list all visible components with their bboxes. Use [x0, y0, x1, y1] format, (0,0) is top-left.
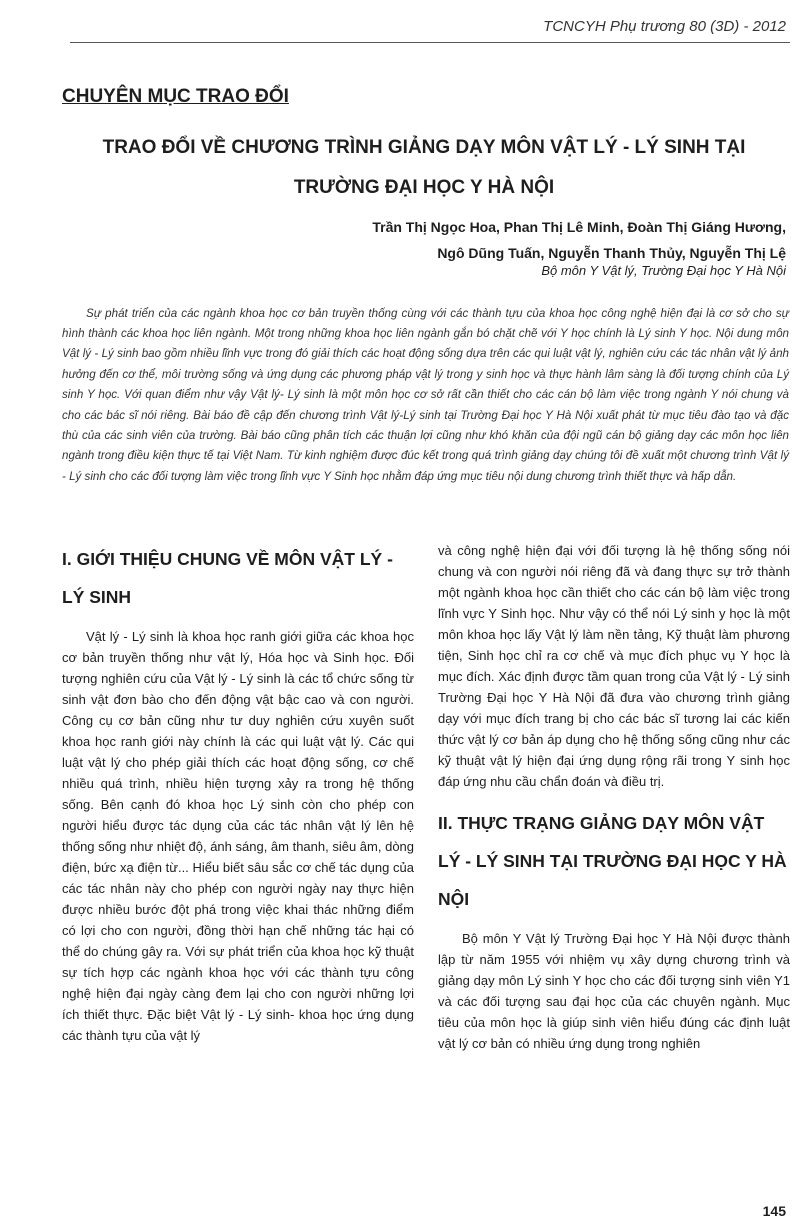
header-rule: [70, 42, 790, 43]
section-1-heading: I. GIỚI THIỆU CHUNG VỀ MÔN VẬT LÝ - LÝ SINH: [62, 549, 393, 607]
authors-line-2: Ngô Dũng Tuấn, Nguyễn Thanh Thủy, Nguyễn Thị Lệ: [437, 245, 786, 261]
authors-line-1: Trần Thị Ngọc Hoa, Phan Thị Lê Minh, Đoàn Thị Giáng Hương,: [372, 219, 786, 235]
section-2-heading: II. THỰC TRẠNG GIẢNG DẠY MÔN VẬT LÝ - LÝ SINH TẠI TRƯỜNG ĐẠI HỌC Y HÀ NỘI: [438, 813, 787, 909]
left-column: [62, 540, 414, 1046]
right-column: [438, 540, 790, 1054]
journal-header: TCNCYH Phụ trương 80 (3D) - 2012: [543, 18, 786, 35]
page-number: 145: [762, 1203, 786, 1219]
section-1-continuation: và công nghệ hiện đại với đối tượng là hệ thống sống nói chung và con người nói riêng đã và đang thực sự trở thành một ngành khoa học cần thiết cho các cán bộ làm việc trong lĩnh vực Y Sinh học. Như vậy có thể nói Lý sinh y học là một môn khoa học lấy Vật lý làm nền tảng, Kỹ thuật làm phương tiện, Sinh học chỉ ra cơ chế và mục đích phục vụ Y học là mục đích. Xác định được tầm quan trong của Vật lý - Lý sinh Trường Đại học Y Hà Nội đã đưa vào chương trình giảng dạy với mục đích trang bị cho các bác sĩ tương lai các kiến thức vật lý cơ bản áp dụng cho hệ thống sống cũng như các kỹ thuật vật lý hiện đại ứng dụng rộng rãi trong Y sinh học đáp ứng nhu cầu chẩn đoán và điều trị.: [438, 543, 790, 789]
section-2-paragraph: Bộ môn Y Vật lý Trường Đại học Y Hà Nội được thành lập từ năm 1955 với nhiệm vụ xây dựng chương trình và giảng dạy môn Lý sinh Y học cho các đối tượng sinh viên Y1 và các đối tượng sau đại học của các chuyên ngành. Mục tiêu của môn học là giúp sinh viên hiểu đúng các định luật vật lý cơ bản có nhiều ứng dụng trong nghiên: [438, 931, 790, 1051]
paper-title: TRAO ĐỔI VỀ CHƯƠNG TRÌNH GIẢNG DẠY MÔN VẬT LÝ - LÝ SINH TẠI TRƯỜNG ĐẠI HỌC Y HÀ NỘI: [102, 137, 746, 198]
affiliation: Bộ môn Y Vật lý, Trường Đại học Y Hà Nội: [541, 263, 786, 278]
section-1-paragraph: Vật lý - Lý sinh là khoa học ranh giới giữa các khoa học cơ bản truyền thống như vật lý, Hóa học và Sinh học. Đối tượng nghiên cứu của Vật lý - Lý sinh là các tổ chức sống từ sinh vật đơn bào cho đến động vật bậc cao và con người. Công cụ cơ bản cũng như tư duy nghiên cứu xuyên suốt khoa học ranh giới này chính là các qui luật vật lý. Các qui luật vật lý cho phép giải thích các hoạt động sống, cơ chế nhiều quá trình, nhiều hiện tượng xảy ra trong hệ thống sống. Bên cạnh đó khoa học Lý sinh còn cho phép con người hiểu được tác dụng của các tác nhân vật lý lên hệ thống sống như nhiệt độ, ánh sáng, âm thanh, siêu âm, dòng điện, bức xạ điện từ... Hiểu biết sâu sắc cơ chế tác dụng của các tác nhân này cho phép con người ngày nay thực hiện được nhiều bước đột phá trong việc khai thác những điểm có lợi cho con người, đồng thời hạn chế những tác hại có thể do chúng gây ra. Với sự phát triển của khoa học kỹ thuật sự tích hợp các ngành khoa học với các thành tựu công nghệ hiện đại ngày càng đem lại cho con người những lợi ích thiết thực. Đặc biệt Vật lý - Lý sinh- khoa học ứng dụng các thành tựu của vật lý: [62, 629, 415, 1043]
abstract: Sự phát triển của các ngành khoa học cơ bản truyền thống cùng với các thành tựu của khoa học công nghệ hiện đại là cơ sở cho sự hình thành các khoa học liên ngành. Một trong những khoa học liên ngành gắn bó chặt chẽ với Y học chính là Lý sinh Y học. Nội dung môn Vật lý - Lý sinh bao gồm nhiều lĩnh vực trong đó giải thích các hoạt động sống dựa trên các qui luật vật lý, nghiên cứu các tác nhân vật lý ảnh hưởng đến cơ thể, môi trường sống và ứng dụng các phương pháp vật lý trong y sinh học và thực hành lâm sàng là đối tượng chính của Lý sinh Y học. Với quan điểm như vậy Vật lý- Lý sinh là một môn học cơ sở rất cần thiết cho các cán bộ làm việc trong ngành Y nói chung và cho các bác sĩ nói riêng. Bài báo đề cập đến chương trình Vật lý-Lý sinh tại Trường Đại học Y Hà Nội xuất phát từ mục tiêu đào tạo và đặc thù của các sinh viên của trường. Bài báo cũng phân tích các thuận lợi cũng như khó khăn của đội ngũ cán bộ giảng dạy các môn học liên ngành trong điều kiện thực tế tại Việt Nam. Từ kinh nghiệm được đúc kết trong quá trình giảng dạy chúng tôi đề xuất một chương trình Vật lý - Lý sinh cho các đối tượng làm việc trong lĩnh vực Y Sinh học nhằm đáp ứng mục tiêu nội dung chương trình thiết thực và hấp dẫn.: [62, 306, 789, 483]
section-label: CHUYÊN MỤC TRAO ĐỔI: [62, 86, 289, 107]
authors: [166, 214, 786, 266]
